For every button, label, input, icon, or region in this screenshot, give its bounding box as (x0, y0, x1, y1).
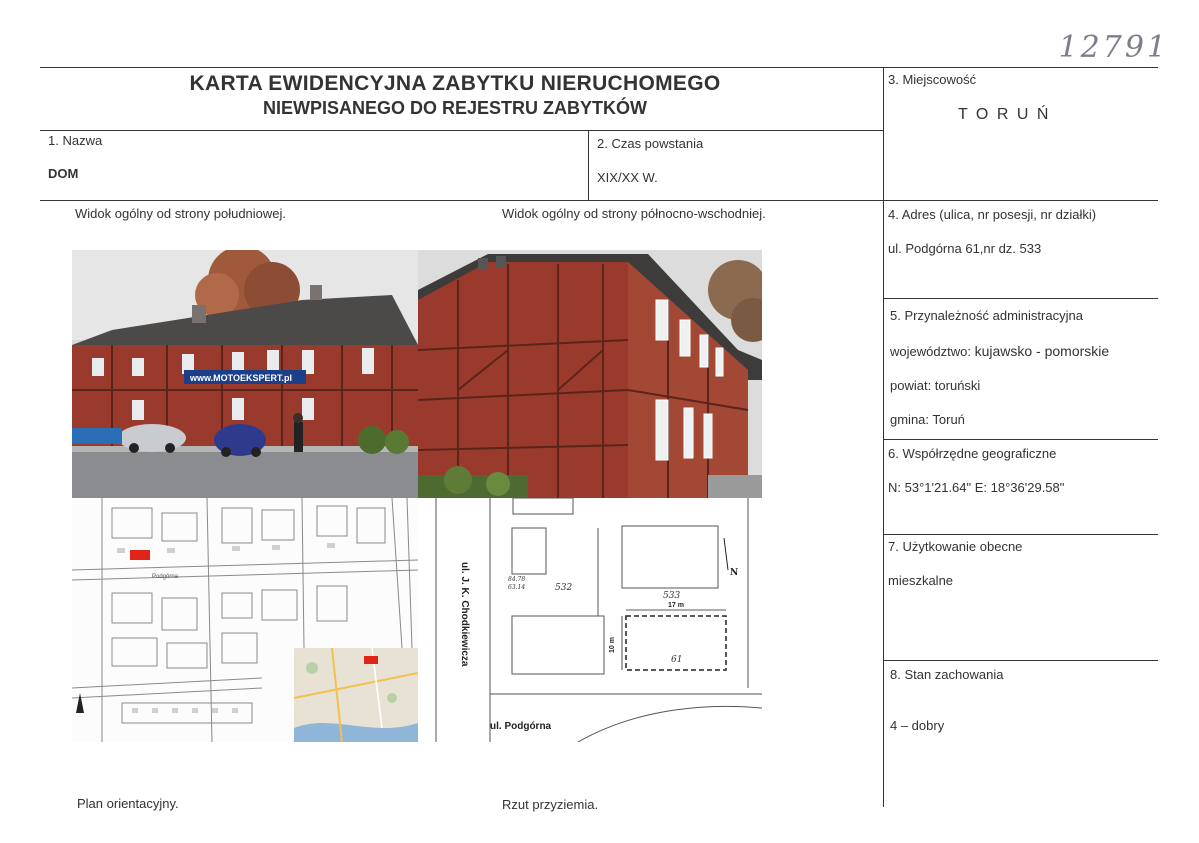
commune-value: gmina: Toruń (890, 412, 965, 427)
plan-parcel-533: 533 (663, 591, 681, 601)
caption-photo-northeast: Widok ogólny od strony północno-wschodniej. (502, 206, 766, 221)
usage-label: 7. Użytkowanie obecne (888, 539, 1023, 554)
admin-label: 5. Przynależność administracyjna (890, 308, 1083, 323)
plan-north-label: N (730, 568, 739, 578)
title-bottom-line (40, 130, 883, 131)
address-value: ul. Podgórna 61,nr dz. 533 (888, 241, 1042, 256)
usage-value: mieszkalne (888, 573, 954, 588)
admin-bottom-line (883, 439, 1158, 440)
handwritten-number: 12791 (1058, 30, 1169, 65)
voivodeship-value: kujawsko - pomorskie (974, 343, 1110, 359)
plan-parcel-532: 532 (555, 583, 573, 593)
photo-sign-text: www.MOTOEKSPERT.pl (190, 373, 293, 383)
card-subtitle: NIEWPISANEGO DO REJESTRU ZABYTKÓW (262, 98, 648, 118)
site-plan-building-marker (130, 550, 150, 560)
plan-width-label: 17 m (668, 602, 684, 609)
plan-depth-label: 10 m (609, 637, 616, 653)
plan-elevation-2: 63.14 (508, 584, 526, 591)
address-bottom-line (883, 298, 1158, 299)
town-label: 3. Miejscowość (888, 72, 977, 87)
inset-city-map (294, 648, 418, 742)
row1-bottom-line (40, 200, 1158, 201)
caption-site-plan: Plan orientacyjny. (77, 796, 179, 811)
plan-street-bottom-label: ul. Podgórna (490, 721, 552, 732)
plan-elevation-1: 84.78 (508, 576, 526, 583)
usage-bottom-line (883, 660, 1158, 661)
caption-photo-south: Widok ogólny od strony południowej. (75, 206, 287, 221)
right-column-divider (883, 67, 884, 807)
ground-floor-plan (418, 498, 762, 742)
coords-bottom-line (883, 534, 1158, 535)
card-title: KARTA EWIDENCYJNA ZABYTKU NIERUCHOMEGO (189, 72, 721, 95)
town-value: T O R U Ń (958, 106, 1051, 123)
name-label: 1. Nazwa (48, 133, 103, 148)
photo-south-view (72, 250, 418, 498)
coords-value: N: 53°1'21.64" E: 18°36'29.58" (888, 480, 1065, 495)
plan-house-number: 61 (671, 655, 683, 665)
county-value: powiat: toruński (890, 378, 981, 393)
address-label: 4. Adres (ulica, nr posesji, nr działki) (888, 207, 1097, 222)
voivodeship-line (890, 343, 1109, 359)
site-plan-map (72, 498, 418, 742)
name-date-divider (588, 130, 589, 200)
condition-label: 8. Stan zachowania (890, 667, 1004, 682)
top-border (40, 67, 1158, 68)
plan-street-side-label: ul. J. K. Chodkiewicza (459, 562, 470, 667)
site-plan-street-label: Podgórna (152, 574, 179, 580)
coords-label: 6. Współrzędne geograficzne (888, 446, 1057, 461)
name-value: DOM (48, 166, 79, 181)
date-value: XIX/XX W. (597, 170, 658, 185)
voivodeship-prefix: województwo: (890, 344, 971, 359)
caption-ground-plan: Rzut przyziemia. (502, 797, 599, 812)
condition-value: 4 – dobry (890, 718, 945, 733)
photo-northeast-view (418, 250, 762, 498)
date-label: 2. Czas powstania (597, 136, 704, 151)
